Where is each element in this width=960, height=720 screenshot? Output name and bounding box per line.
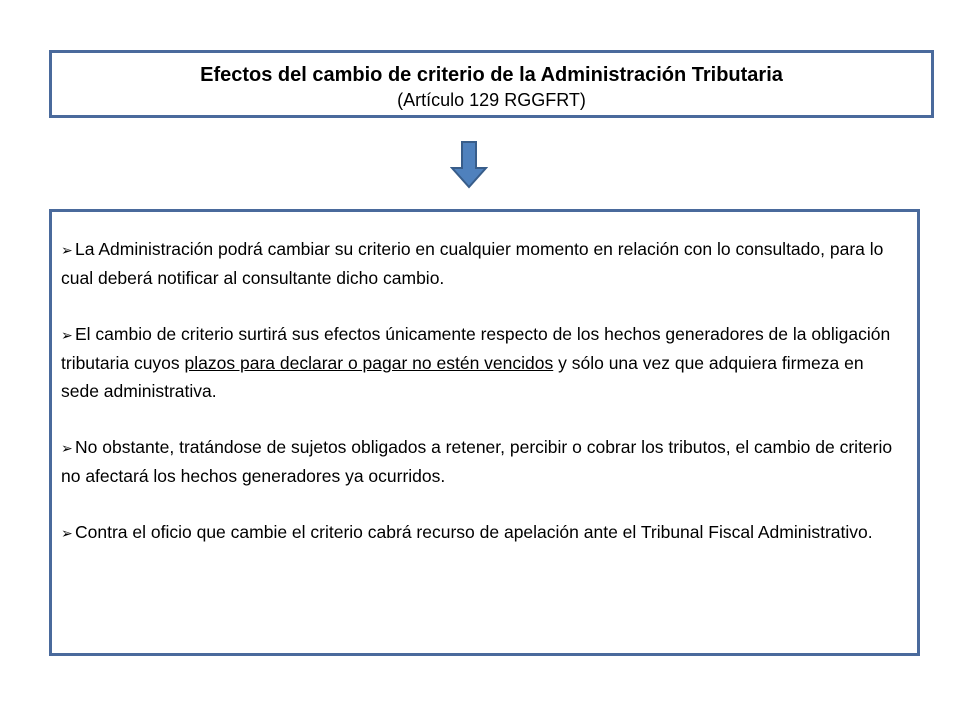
arrow-bullet-icon: ➢	[61, 242, 73, 258]
page-subtitle: (Artículo 129 RGGFRT)	[397, 90, 586, 110]
arrow-bullet-icon: ➢	[61, 440, 73, 456]
page-title: Efectos del cambio de criterio de la Administración Tributaria	[200, 64, 783, 86]
bullet-paragraph-1	[61, 235, 905, 292]
arrow-bullet-icon: ➢	[61, 327, 73, 343]
arrow-bullet-icon: ➢	[61, 525, 73, 541]
bullet-text-3: No obstante, tratándose de sujetos obligados a retener, percibir o cobrar los tributos, el cambio de criterio no afectará los hechos generadores ya ocurridos.	[61, 437, 893, 486]
bullet-text-4: Contra el oficio que cambie el criterio cabrá recurso de apelación ante el Tribunal Fiscal Administrativo.	[75, 522, 873, 542]
content-box	[49, 209, 920, 656]
bullet-text-2-underlined: plazos para declarar o pagar no estén vencidos	[184, 353, 554, 373]
title-box	[49, 50, 934, 118]
bullet-paragraph-2	[61, 320, 905, 405]
bullet-text-2b: y sólo una vez que adquiera firmeza en sede administrativa.	[61, 353, 864, 401]
bullet-text-1: La Administración podrá cambiar su criterio en cualquier momento en relación con lo consultado, para lo cual deberá notificar al consultante dicho cambio.	[61, 239, 884, 288]
down-arrow-icon	[450, 141, 488, 189]
bullet-paragraph-4	[61, 518, 905, 547]
bullet-paragraph-3	[61, 433, 905, 490]
bullet-text-2a: El cambio de criterio surtirá sus efectos únicamente respecto de los hechos generadores de la obligación tributaria cuyos	[61, 324, 891, 373]
